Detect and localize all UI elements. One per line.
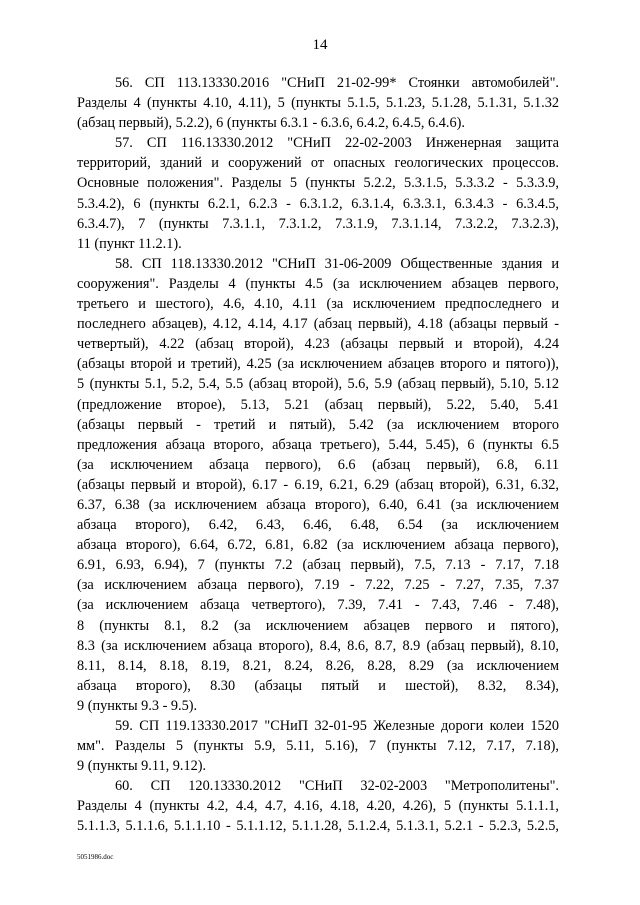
page-number: 14 — [312, 37, 328, 53]
text-line: (абзац первый), 5.2.2), 6 (пункты 6.3.1 - 6.3.6, 6.4.2, 6.4.5, 6.4.6). — [77, 115, 465, 132]
paragraph-first-line: 58. СП 118.13330.2012 "СНиП 31-06-2009 Общественные здания и — [115, 255, 559, 272]
text-line: Разделы 4 (пункты 4.2, 4.4, 4.7, 4.16, 4.18, 4.20, 4.26), 5 (пункты 5.1.1.1, — [77, 798, 559, 815]
text-line: сооружения". Разделы 4 (пункты 4.5 (за исключением абзацев первого, — [77, 275, 559, 292]
text-line: 6.3.4.7), 7 (пункты 7.3.1.1, 7.3.1.2, 7.3.1.9, 7.3.1.14, 7.3.2.2, 7.3.2.3), — [77, 215, 559, 232]
text-line: мм". Разделы 5 (пункты 5.9, 5.11, 5.16), 7 (пункты 7.12, 7.17, 7.18), — [77, 738, 559, 755]
text-line: четвертый), 4.22 (абзац второй), 4.23 (абзацы первый и второй), 4.24 — [77, 336, 559, 353]
text-line: Разделы 4 (пункты 4.10, 4.11), 5 (пункты 5.1.5, 5.1.23, 5.1.28, 5.1.31, 5.1.32 — [77, 95, 559, 112]
text-line: предложения абзаца второго, абзаца третьего), 5.44, 5.45), 6 (пункты 6.5 — [77, 436, 559, 453]
document-body — [77, 73, 559, 837]
text-line: (за исключением абзаца первого), 7.19 - 7.22, 7.25 - 7.27, 7.35, 7.37 — [77, 577, 559, 594]
text-line: 5.3.4.2), 6 (пункты 6.2.1, 6.2.3 - 6.3.1.2, 6.3.1.4, 6.3.3.1, 6.3.4.3 - 6.3.4.5, — [77, 195, 559, 212]
text-line: (за исключением абзаца первого), 6.6 (абзац первый), 6.8, 6.11 — [77, 456, 559, 473]
text-line: (абзацы второй и третий), 4.25 (за исключением абзацев второго и пятого)), — [77, 356, 559, 373]
text-line: 6.37, 6.38 (за исключением абзаца второго), 6.40, 6.41 (за исключением — [77, 496, 559, 513]
text-line: третьего и шестого), 4.6, 4.10, 4.11 (за исключением предпоследнего и — [77, 296, 559, 313]
text-line: (абзацы первый и второй), 6.17 - 6.19, 6.21, 6.29 (абзац второй), 6.31, 6.32, — [77, 476, 559, 493]
text-line: 8.11, 8.14, 8.18, 8.19, 8.21, 8.24, 8.26, 8.28, 8.29 (за исключением — [77, 657, 559, 674]
text-line: 5 (пункты 5.1, 5.2, 5.4, 5.5 (абзац второй), 5.6, 5.9 (абзац первый), 5.10, 5.12 — [77, 376, 559, 393]
paragraph-first-line: 60. СП 120.13330.2012 "СНиП 32-02-2003 "Метрополитены". — [115, 778, 559, 795]
text-line: территорий, зданий и сооружений от опасных геологических процессов. — [77, 155, 559, 172]
paragraph-first-line: 56. СП 113.13330.2016 "СНиП 21-02-99* Стоянки автомобилей". — [115, 75, 559, 91]
text-line: 5.1.1.3, 5.1.1.6, 5.1.1.10 - 5.1.1.12, 5.1.1.28, 5.1.2.4, 5.1.3.1, 5.2.1 - 5.2.3, 5.2.5, — [77, 818, 559, 835]
text-line: абзаца второго), 6.64, 6.72, 6.81, 6.82 (за исключением абзаца первого), — [77, 537, 559, 554]
text-line: 11 (пункт 11.2.1). — [77, 235, 182, 252]
text-line: 9 (пункты 9.11, 9.12). — [77, 758, 207, 775]
text-line: (абзацы первый - третий и пятый), 5.42 (за исключением второго — [77, 416, 559, 433]
paragraph-first-line: 59. СП 119.13330.2017 "СНиП 32-01-95 Железные дороги колеи 1520 — [115, 718, 559, 734]
text-line: 9 (пункты 9.3 - 9.5). — [77, 697, 198, 714]
text-line: (предложение второе), 5.13, 5.21 (абзац первый), 5.22, 5.40, 5.41 — [77, 396, 559, 413]
text-line: последнего абзацев), 4.12, 4.14, 4.17 (абзац первый), 4.18 (абзацы первый - — [77, 316, 559, 333]
text-line: 8.3 (за исключением абзаца второго), 8.4, 8.6, 8.7, 8.9 (абзац первый), 8.10, — [77, 637, 559, 654]
paragraph-first-line: 57. СП 116.13330.2012 "СНиП 22-02-2003 Инженерная защита — [115, 135, 559, 152]
text-line: абзаца второго), 8.30 (абзацы пятый и шестой), 8.32, 8.34), — [77, 677, 559, 694]
text-line: Основные положения". Разделы 5 (пункты 5.2.2, 5.3.1.5, 5.3.3.2 - 5.3.3.9, — [77, 175, 559, 192]
text-line: (за исключением абзаца четвертого), 7.39, 7.41 - 7.43, 7.46 - 7.48), — [77, 597, 559, 614]
text-line: 6.91, 6.93, 6.94), 7 (пункты 7.2 (абзац первый), 7.5, 7.13 - 7.17, 7.18 — [77, 557, 559, 574]
text-line: 8 (пункты 8.1, 8.2 (за исключением абзацев первого и пятого), — [77, 617, 559, 634]
text-line: абзаца второго), 6.42, 6.43, 6.46, 6.48, 6.54 (за исключением — [77, 517, 559, 534]
footer-filename: 5051986.doc — [77, 853, 114, 861]
